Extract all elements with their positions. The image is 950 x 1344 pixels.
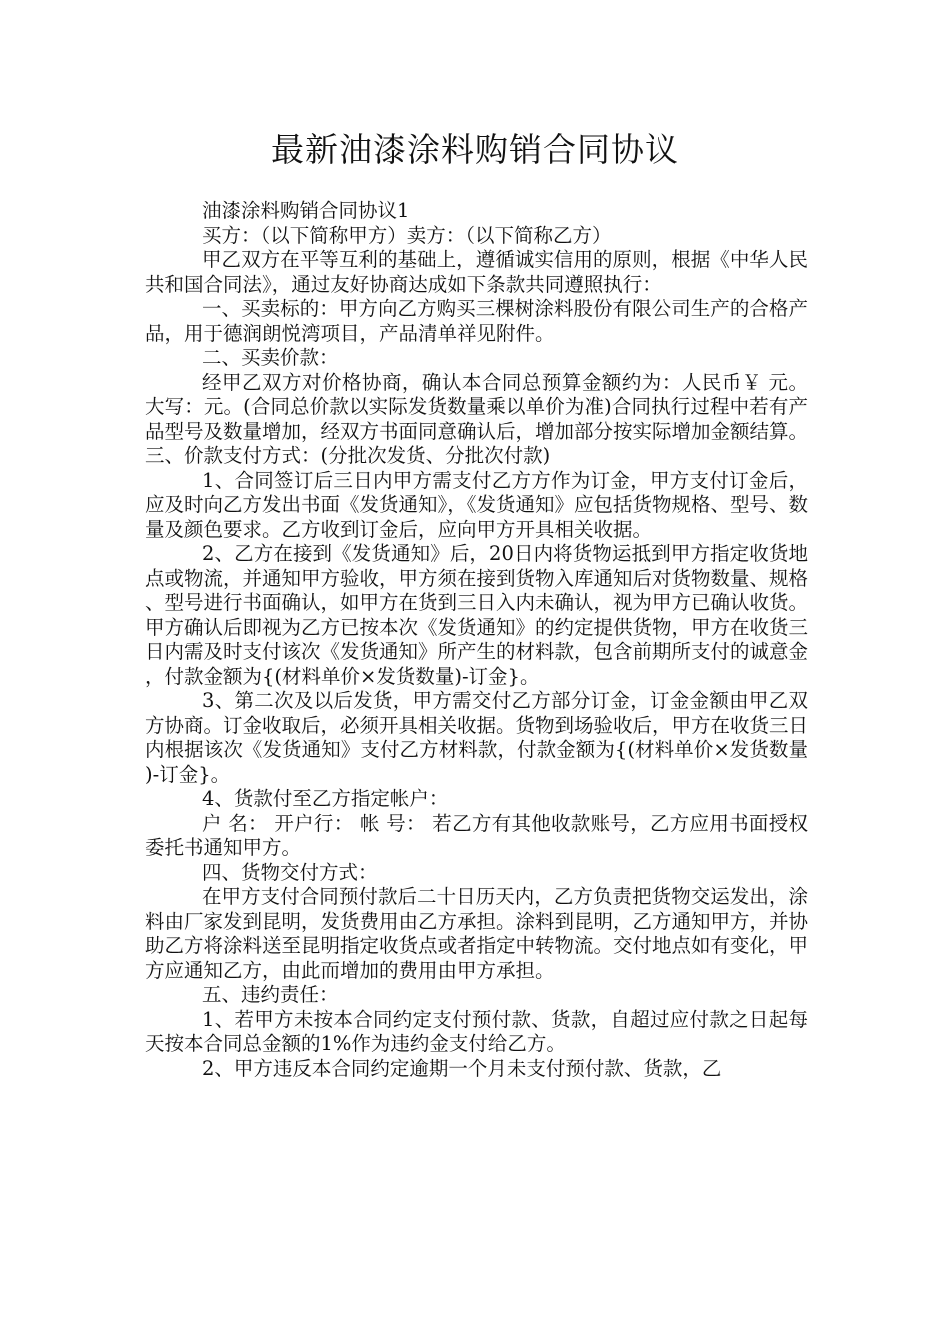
document-title: 最新油漆涂料购销合同协议 <box>271 130 679 169</box>
paragraph-subject: 一、买卖标的：甲方向乙方购买三棵树涂料股份有限公司生产的合格产品，用于德润朗悦湾项目，产品清单祥见附件。 <box>145 297 808 345</box>
document-body <box>145 199 808 1081</box>
paragraph-payment-4: 4、货款付至乙方指定帐户： <box>202 787 449 810</box>
paragraph-account: 户 名： 开户行： 帐 号： 若乙方有其他收款账号，乙方应用书面授权委托书通知甲方。 <box>145 811 808 859</box>
paragraph-preamble: 甲乙双方在平等互利的基础上，遵循诚实信用的原则，根据《中华人民共和国合同法》，通过友好协商达成如下条款共同遵照执行： <box>145 248 808 296</box>
paragraph-delivery: 在甲方支付合同预付款后二十日历天内，乙方负责把货物交运发出，涂料由厂家发到昆明，发货费用由乙方承担。涂料到昆明，乙方通知甲方，并协助乙方将涂料送至昆明指定收货点或者指定中转物流。交付地点如有变化，甲方应通知乙方，由此而增加的费用由甲方承担。 <box>145 885 809 982</box>
paragraph-breach-2: 2、甲方违反本合同约定逾期一个月未支付预付款、货款，乙 <box>202 1056 722 1080</box>
paragraph-payment-1: 1、合同签订后三日内甲方需支付乙方方作为订金，甲方支付订金后，应及时向乙方发出书面《发货通知》，《发货通知》应包括货物规格、型号、数量及颜色要求。乙方收到订金后，应向甲方开具相关收据。 <box>145 468 809 541</box>
paragraph-parties: 买方：（以下简称甲方）卖方：（以下简称乙方） <box>202 223 612 247</box>
paragraph-payment-2: 2、乙方在接到《发货通知》后，20日内将货物运抵到甲方指定收货地点或物流，并通知甲方验收，甲方须在接到货物入库通知后对货物数量、规格、型号进行书面确认，如甲方在货到三日入内未确认，视为甲方已确认收货。甲方确认后即视为乙方已按本次《发货通知》的约定提供货物，甲方在收货三日内需及时支付该次《发货通知》所产生的材料款，包含前期所支付的诚意金，付款金额为{(材料单价×发货数量)-订金}。 <box>145 542 809 688</box>
paragraph-subtitle: 油漆涂料购销合同协议1 <box>202 199 410 222</box>
paragraph-breach-heading: 五、违约责任： <box>202 983 339 1006</box>
paragraph-delivery-heading: 四、货物交付方式： <box>202 860 378 884</box>
paragraph-price: 经甲乙双方对价格协商，确认本合同总预算金额约为：人民币￥ 元。大写：元。(合同总价款以实际发货数量乘以单价为准)合同执行过程中若有产品型号及数量增加，经双方书面同意确认后，增加部分按实际增加金额结算。三、价款支付方式：(分批次发货、分批次付款) <box>145 370 809 467</box>
paragraph-payment-3: 3、第二次及以后发货，甲方需交付乙方部分订金，订金金额由甲乙双方协商。订金收取后，必须开具相关收据。货物到场验收后，甲方在收货三日内根据该次《发货通知》支付乙方材料款，付款金额为{(材料单价×发货数量)-订金}。 <box>145 689 809 786</box>
paragraph-price-heading: 二、买卖价款： <box>202 346 339 369</box>
paragraph-breach-1: 1、若甲方未按本合同约定支付预付款、货款，自超过应付款之日起每天按本合同总金额的1%作为违约金支付给乙方。 <box>145 1007 808 1055</box>
